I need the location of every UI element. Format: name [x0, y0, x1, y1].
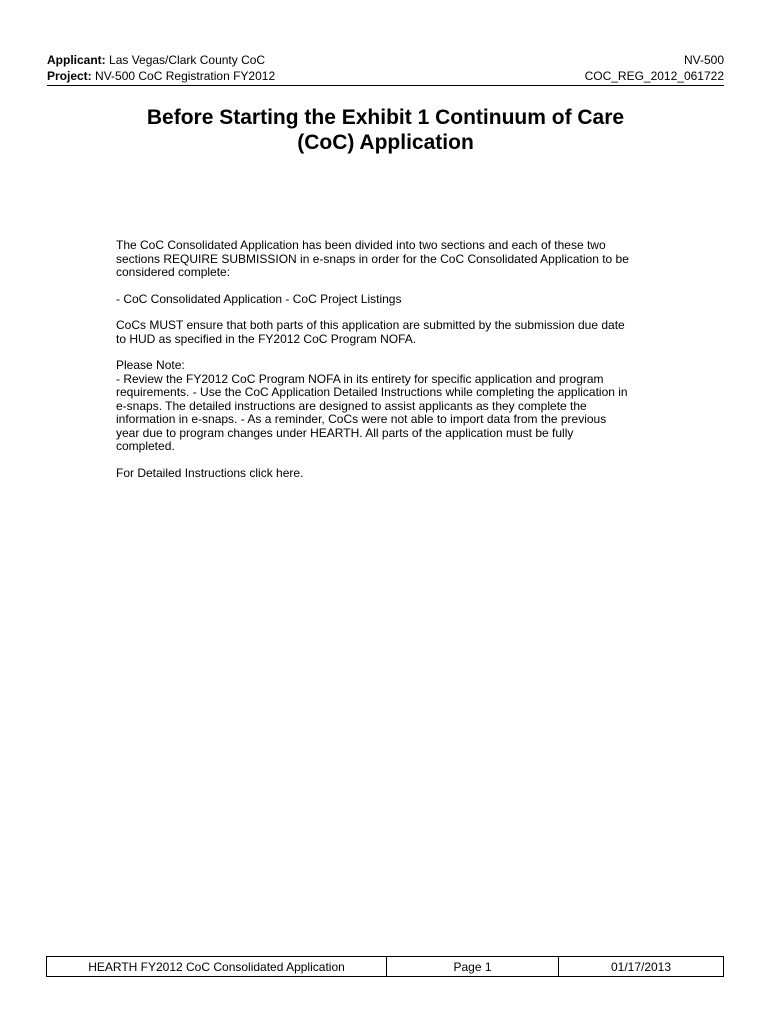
intro-paragraph: The CoC Consolidated Application has been divided into two sections and each of these two sections REQUIRE SUBMISSION in e-snaps in order for the CoC Consolidated Application to be considered complete: — [116, 238, 629, 279]
header-row-project — [47, 68, 724, 84]
applicant-value: Las Vegas/Clark County CoC — [109, 53, 266, 67]
title-line-1: Before Starting the Exhibit 1 Continuum of Care — [146, 106, 625, 129]
project-field — [47, 68, 275, 84]
footer-page-number: Page 1 — [387, 957, 559, 976]
footer-document-name: HEARTH FY2012 CoC Consolidated Application — [47, 957, 387, 976]
submission-requirement-paragraph: CoCs MUST ensure that both parts of this application are submitted by the submission due date to HUD as specified in the FY2012 CoC Program NOFA. — [116, 318, 625, 346]
registration-id: COC_REG_2012_061722 — [584, 69, 724, 83]
title-line-2: (CoC) Application — [297, 131, 474, 154]
footer-date: 01/17/2013 — [610, 959, 672, 974]
please-note-paragraph: Please Note: - Review the FY2012 CoC Program NOFA in its entirety for specific application and program requirements. - Use the CoC Application Detailed Instructions while completing the application in e-snaps. The detailed instructions are designed to assist applicants as they complete the information in e-snaps. - As a reminder, CoCs were not able to import data from the previous year due to program changes under HEARTH. All parts of the application must be fully completed. — [116, 358, 628, 453]
coc-number: NV-500 — [683, 53, 724, 67]
section-list: - CoC Consolidated Application - CoC Project Listings — [116, 291, 402, 306]
header-row-applicant — [47, 52, 724, 68]
page-header — [47, 52, 724, 86]
detailed-instructions-link[interactable]: For Detailed Instructions click here. — [116, 465, 304, 480]
project-value: NV-500 CoC Registration FY2012 — [95, 69, 276, 83]
applicant-label: Applicant: — [47, 53, 106, 67]
applicant-field — [47, 52, 265, 68]
instructions-body — [116, 239, 661, 480]
page-footer — [46, 956, 724, 977]
page-title — [47, 105, 724, 155]
project-label: Project: — [47, 69, 92, 83]
